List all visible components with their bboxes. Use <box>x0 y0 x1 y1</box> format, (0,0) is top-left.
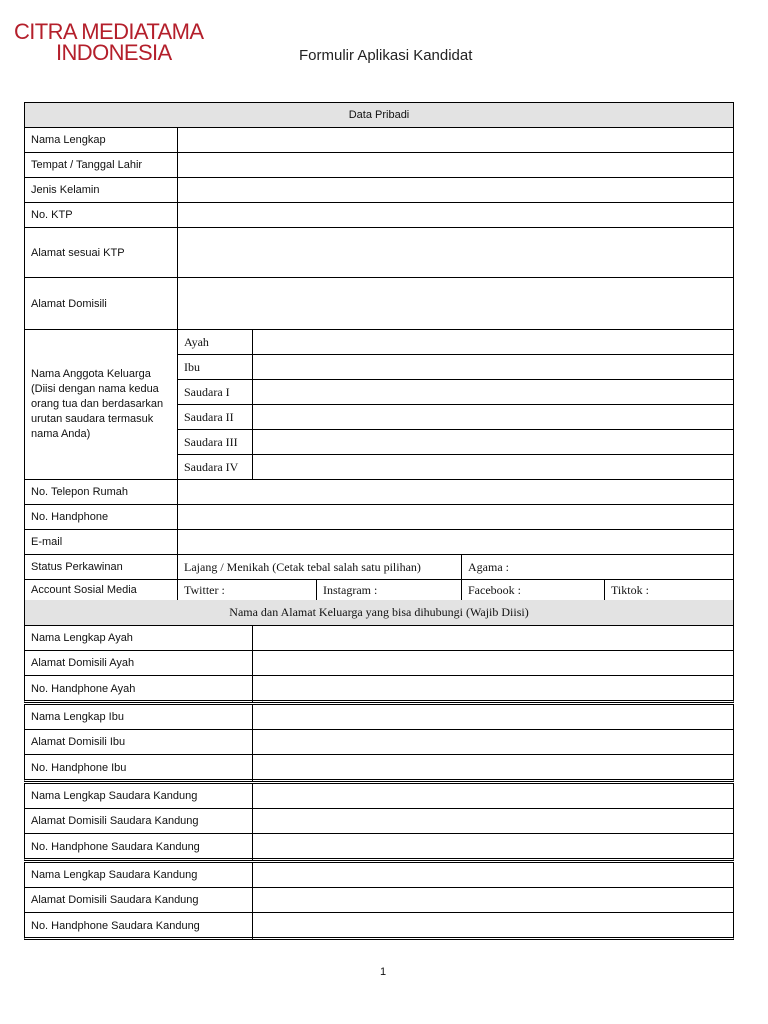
label-hp-saudara-2: No. Handphone Saudara Kandung <box>25 913 253 939</box>
label-domisili-ibu: Alamat Domisili Ibu <box>25 730 253 755</box>
field-alamat-ktp[interactable] <box>178 228 733 278</box>
label-alamat-ktp: Alamat sesuai KTP <box>25 228 178 278</box>
field-nama-lengkap[interactable] <box>178 128 733 153</box>
field-hp-ayah[interactable] <box>253 676 733 702</box>
field-family-saudara-2[interactable] <box>253 405 733 430</box>
field-nama-saudara-2[interactable] <box>253 863 733 888</box>
field-domisili-saudara-1[interactable] <box>253 809 733 834</box>
family-label-saudara-4: Saudara IV <box>178 455 253 480</box>
field-nama-saudara-1[interactable] <box>253 784 733 809</box>
field-ktp[interactable] <box>178 203 733 228</box>
label-handphone: No. Handphone <box>25 505 178 530</box>
section-header-data-pribadi: Data Pribadi <box>25 103 733 128</box>
label-email: E-mail <box>25 530 178 555</box>
field-family-saudara-3[interactable] <box>253 430 733 455</box>
field-hp-ibu[interactable] <box>253 755 733 781</box>
field-twitter[interactable]: Twitter : <box>178 580 317 600</box>
label-domisili-ayah: Alamat Domisili Ayah <box>25 651 253 676</box>
contact-group-ayah <box>24 625 734 703</box>
field-domisili-ibu[interactable] <box>253 730 733 755</box>
contact-group-ibu <box>24 704 734 782</box>
field-tiktok[interactable]: Tiktok : <box>611 582 649 597</box>
family-label-saudara-1: Saudara I <box>178 380 253 405</box>
field-handphone[interactable] <box>178 505 733 530</box>
contact-group-saudara-2 <box>24 862 734 940</box>
field-family-ibu[interactable] <box>253 355 733 380</box>
field-nama-ibu[interactable] <box>253 705 733 730</box>
field-facebook[interactable]: Facebook : <box>462 580 605 600</box>
label-nama-saudara-1: Nama Lengkap Saudara Kandung <box>25 784 253 809</box>
field-ttl[interactable] <box>178 153 733 178</box>
label-jenis-kelamin: Jenis Kelamin <box>25 178 178 203</box>
field-hp-saudara-2[interactable] <box>253 913 733 939</box>
family-label-saudara-2: Saudara II <box>178 405 253 430</box>
label-telepon-rumah: No. Telepon Rumah <box>25 480 178 505</box>
family-label-ibu: Ibu <box>178 355 253 380</box>
field-family-saudara-1[interactable] <box>253 380 733 405</box>
company-logo <box>14 21 203 63</box>
field-domisili-saudara-2[interactable] <box>253 888 733 913</box>
family-label-saudara-3: Saudara III <box>178 430 253 455</box>
label-ktp: No. KTP <box>25 203 178 228</box>
field-instagram[interactable]: Instagram : <box>317 580 462 600</box>
label-alamat-domisili: Alamat Domisili <box>25 278 178 330</box>
contact-group-saudara-1 <box>24 783 734 861</box>
page-number: 1 <box>380 966 387 978</box>
label-ttl: Tempat / Tanggal Lahir <box>25 153 178 178</box>
label-nama-saudara-2: Nama Lengkap Saudara Kandung <box>25 863 253 888</box>
label-status-perkawinan: Status Perkawinan <box>25 555 178 580</box>
field-family-saudara-4[interactable] <box>253 455 733 480</box>
field-hp-saudara-1[interactable] <box>253 834 733 860</box>
field-email[interactable] <box>178 530 733 555</box>
label-hp-saudara-1: No. Handphone Saudara Kandung <box>25 834 253 860</box>
label-anggota-keluarga: Nama Anggota Keluarga (Diisi dengan nama kedua orang tua dan berdasarkan urutan saudara termasuk nama Anda) <box>25 330 178 480</box>
label-nama-lengkap: Nama Lengkap <box>25 128 178 153</box>
field-domisili-ayah[interactable] <box>253 651 733 676</box>
field-telepon-rumah[interactable] <box>178 480 733 505</box>
section-header-kontak-keluarga: Nama dan Alamat Keluarga yang bisa dihubungi (Wajib Diisi) <box>24 600 734 626</box>
label-hp-ibu: No. Handphone Ibu <box>25 755 253 781</box>
field-status-perkawinan[interactable]: Lajang / Menikah (Cetak tebal salah satu pilihan) <box>178 555 462 580</box>
label-hp-ayah: No. Handphone Ayah <box>25 676 253 702</box>
logo-line-2: INDONESIA <box>56 40 172 65</box>
label-nama-ibu: Nama Lengkap Ibu <box>25 705 253 730</box>
label-sosial-media: Account Sosial Media <box>25 580 178 600</box>
field-alamat-domisili[interactable] <box>178 278 733 330</box>
logo-line-1: CITRA MEDIATAMA <box>14 19 204 44</box>
label-nama-ayah: Nama Lengkap Ayah <box>25 626 253 651</box>
data-pribadi-table <box>24 102 734 601</box>
document-title: Formulir Aplikasi Kandidat <box>299 47 473 64</box>
label-domisili-saudara-2: Alamat Domisili Saudara Kandung <box>25 888 253 913</box>
field-nama-ayah[interactable] <box>253 626 733 651</box>
field-jenis-kelamin[interactable] <box>178 178 733 203</box>
field-agama[interactable]: Agama : <box>462 555 733 580</box>
field-family-ayah[interactable] <box>253 330 733 355</box>
family-label-ayah: Ayah <box>178 330 253 355</box>
label-domisili-saudara-1: Alamat Domisili Saudara Kandung <box>25 809 253 834</box>
